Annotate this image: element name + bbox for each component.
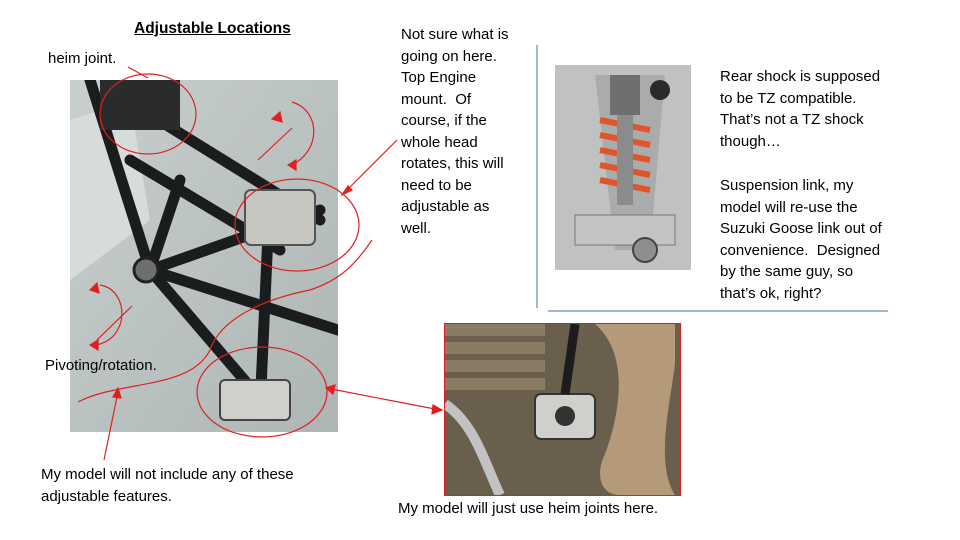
heim-here-arrow: [326, 388, 440, 410]
heim-here-note: My model will just use heim joints here.: [398, 500, 659, 517]
engine-mount-note: Not sure what is going on here. Top Engine mount. Of course, if the whole head rotates, this will need to be adjustable as well.: [401, 26, 509, 237]
no-adjust-note: My model will not include any of these adjustable features.: [41, 466, 294, 505]
engine-mount-pointer: [342, 140, 397, 195]
engine-mount-photo: [444, 323, 681, 496]
suspension-note: Suspension link, my model will re-use the Suzuki Goose link out of convenience. Designed by the same guy, so that’s ok, right?: [720, 177, 882, 302]
heim-joint-pointer: [128, 67, 148, 78]
frame-photo: [70, 80, 338, 432]
slide-title: Adjustable Locations: [134, 20, 291, 37]
pivoting-label: Pivoting/rotation.: [45, 357, 157, 374]
heim-joint-label: heim joint.: [48, 50, 117, 67]
rear-shock-photo: [555, 65, 691, 270]
rear-shock-note: Rear shock is supposed to be TZ compatible. That’s not a TZ shock though…: [720, 68, 881, 150]
engine-mount-arrowhead: [342, 186, 352, 195]
